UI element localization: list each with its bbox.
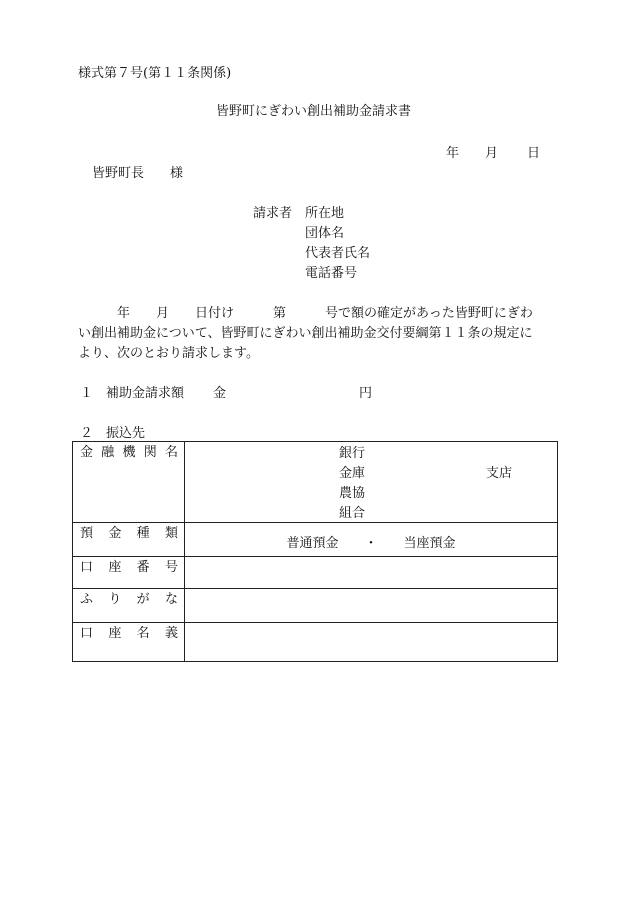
date-month: 月 [485, 146, 499, 161]
item2-number: ２ [80, 426, 94, 441]
body-line: より、次のとおり請求します。 [78, 346, 259, 361]
financial-institution-row [73, 442, 558, 523]
deposit-type-label: 預 金 種 類 [73, 523, 185, 557]
document-title: 皆野町にぎわい創出補助金請求書 [216, 104, 412, 119]
bank-type-shinkin: 金庫 [339, 466, 366, 481]
bank-type-nokyo: 農協 [339, 486, 366, 501]
applicant-address-label: 所在地 [305, 206, 345, 221]
body-line: い創出補助金について、皆野町にぎわい創出補助金交付要綱第１１条の規定に [78, 326, 533, 341]
item1-prefix: 金 [213, 386, 227, 401]
financial-institution-label: 金 融 機 関 名 [73, 442, 185, 523]
account-holder-row [73, 623, 558, 662]
branch-label: 支店 [486, 466, 513, 481]
financial-institution-field[interactable] [185, 442, 558, 523]
deposit-type-field[interactable] [185, 523, 558, 557]
date-year: 年 [446, 146, 460, 161]
account-holder-field[interactable] [185, 623, 558, 662]
body-line: 年 月 日付け 第 号で額の確定があった皆野町にぎわ [78, 306, 533, 321]
furigana-field[interactable] [185, 589, 558, 623]
deposit-type-row [73, 523, 558, 557]
bank-type-kumiai: 組合 [339, 506, 366, 521]
applicant-phone-label: 電話番号 [305, 266, 358, 281]
account-number-field[interactable] [185, 557, 558, 589]
addressee: 皆野町長 様 [92, 166, 184, 181]
bank-account-table [72, 441, 558, 662]
account-number-label: 口 座 番 号 [73, 557, 185, 589]
furigana-label: ふ り が な [73, 589, 185, 623]
applicant-representative-label: 代表者氏名 [305, 246, 371, 261]
account-holder-label: 口 座 名 義 [73, 623, 185, 662]
deposit-type-options: 普通預金 ・ 当座預金 [286, 536, 456, 551]
item1-number: １ [80, 386, 94, 401]
bank-type-bank: 銀行 [339, 446, 366, 461]
item1-unit: 円 [359, 386, 373, 401]
applicant-organization-label: 団体名 [305, 226, 345, 241]
date-day: 日 [527, 146, 541, 161]
furigana-row [73, 589, 558, 623]
item1-label: 補助金請求額 [106, 386, 185, 401]
account-number-row [73, 557, 558, 589]
applicant-label: 請求者 [253, 206, 293, 221]
item2-label: 振込先 [106, 426, 146, 441]
form-number: 様式第７号(第１１条関係) [78, 66, 232, 81]
